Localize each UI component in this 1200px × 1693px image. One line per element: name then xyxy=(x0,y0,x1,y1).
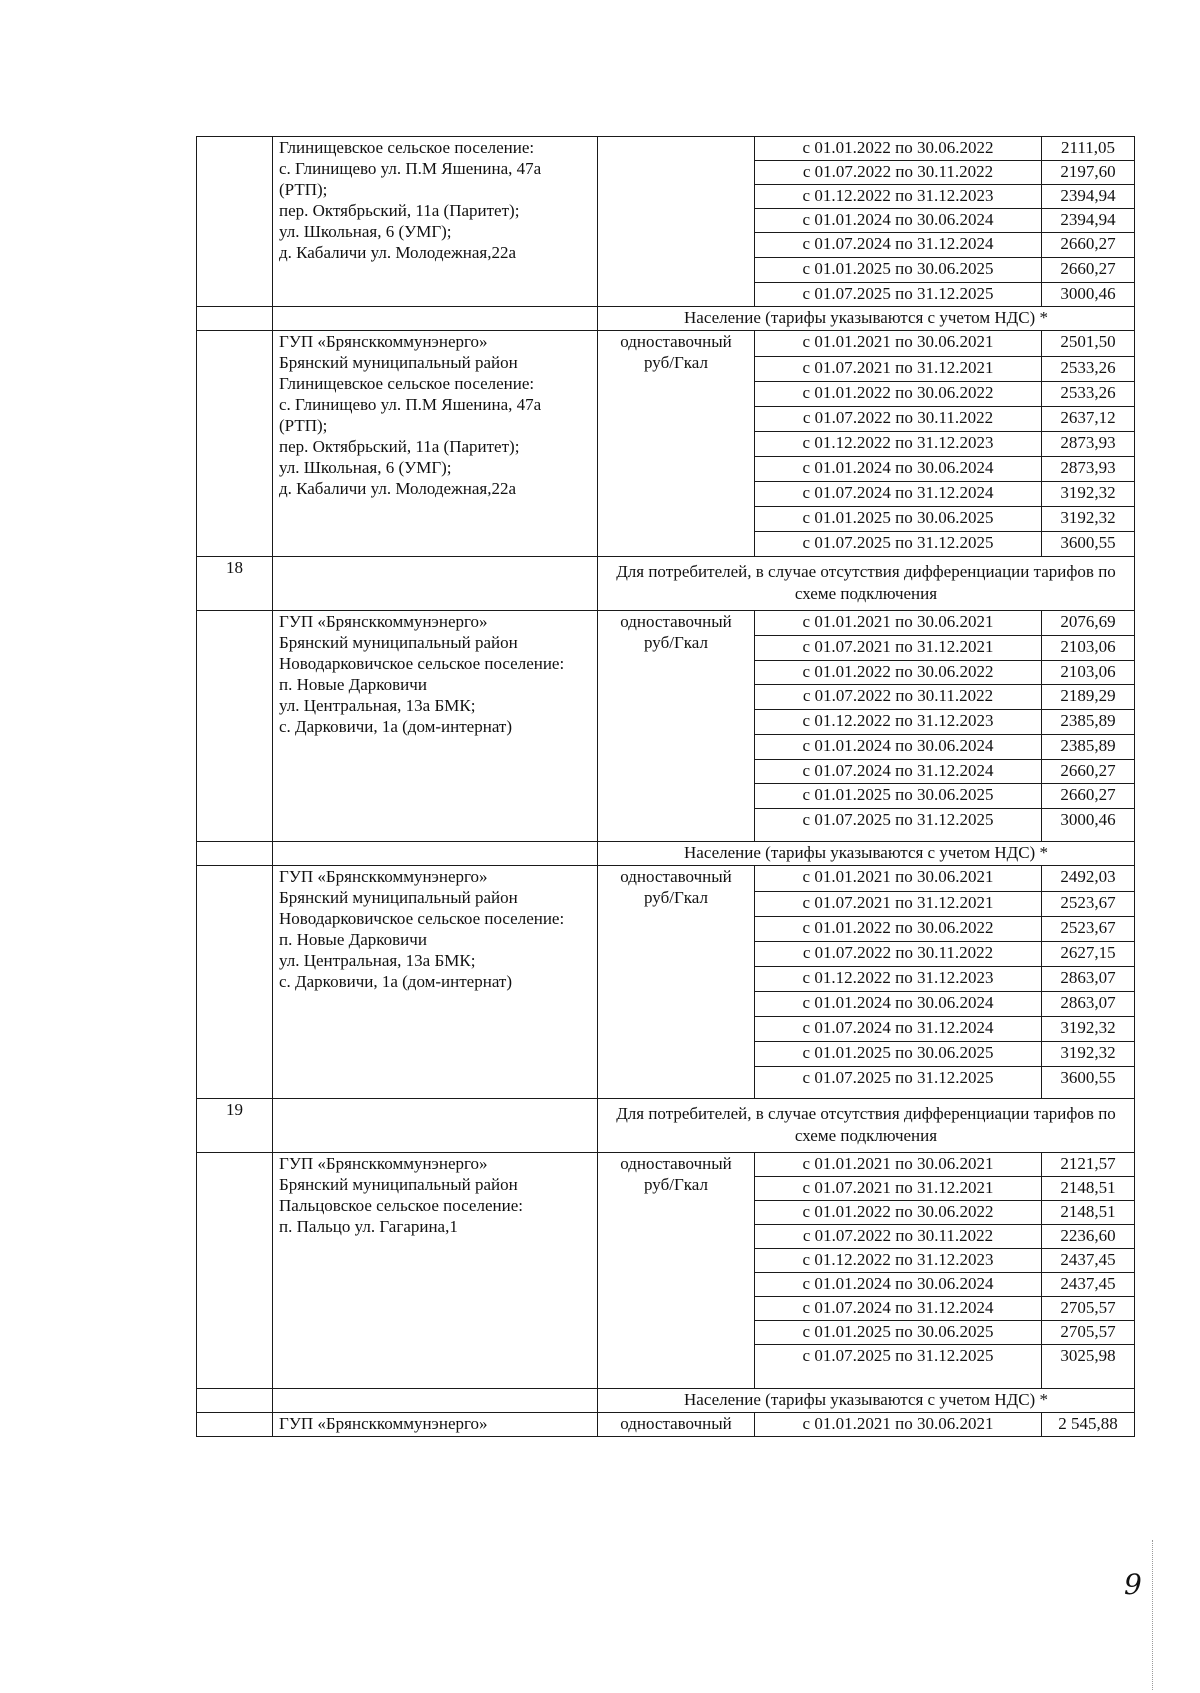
tariff-value-cell: 2863,07 xyxy=(1042,992,1135,1017)
tariff-value-cell: 2705,57 xyxy=(1042,1297,1135,1321)
tariff-type-cell: одноставочный руб/Гкал xyxy=(598,1153,755,1389)
tariff-type-cell: одноставочный руб/Гкал xyxy=(598,331,755,557)
period-cell: с 01.12.2022 по 31.12.2023 xyxy=(755,967,1042,992)
tariff-value-cell: 2660,27 xyxy=(1042,258,1135,283)
period-cell: с 01.12.2022 по 31.12.2023 xyxy=(755,432,1042,457)
row-number-cell: 18 xyxy=(197,557,273,611)
period-cell: с 01.07.2022 по 30.11.2022 xyxy=(755,1225,1042,1249)
organization-cell xyxy=(273,1389,598,1413)
tariff-type-cell: одноставочный руб/Гкал xyxy=(598,611,755,842)
tariff-value-cell: 2189,29 xyxy=(1042,685,1135,710)
tariff-type-cell: одноставочный руб/Гкал xyxy=(598,866,755,1099)
row-number-cell: 19 xyxy=(197,1099,273,1153)
tariff-value-cell: 2523,67 xyxy=(1042,917,1135,942)
organization-cell xyxy=(273,842,598,866)
period-cell: с 01.12.2022 по 31.12.2023 xyxy=(755,710,1042,735)
period-cell: с 01.01.2021 по 30.06.2021 xyxy=(755,866,1042,892)
tariff-value-cell: 2394,94 xyxy=(1042,185,1135,209)
period-cell: с 01.01.2022 по 30.06.2022 xyxy=(755,137,1042,161)
tariff-value-cell: 2660,27 xyxy=(1042,760,1135,784)
period-cell: с 01.07.2025 по 31.12.2025 xyxy=(755,283,1042,307)
period-cell: с 01.01.2021 по 30.06.2021 xyxy=(755,331,1042,357)
period-cell: с 01.12.2022 по 31.12.2023 xyxy=(755,185,1042,209)
tariff-value-cell: 3025,98 xyxy=(1042,1345,1135,1389)
period-cell: с 01.07.2022 по 30.11.2022 xyxy=(755,685,1042,710)
tariff-type-cell xyxy=(598,137,755,307)
tariff-value-cell: 2705,57 xyxy=(1042,1321,1135,1345)
period-cell: с 01.01.2025 по 30.06.2025 xyxy=(755,507,1042,532)
period-cell: с 01.07.2024 по 31.12.2024 xyxy=(755,233,1042,258)
tariff-value-cell: 2437,45 xyxy=(1042,1249,1135,1273)
tariff-value-cell: 2627,15 xyxy=(1042,942,1135,967)
section-header-row xyxy=(197,842,1135,866)
tariff-value-cell: 2533,26 xyxy=(1042,357,1135,382)
organization-cell xyxy=(273,1099,598,1153)
period-cell: с 01.07.2025 по 31.12.2025 xyxy=(755,532,1042,557)
tariff-value-cell: 2437,45 xyxy=(1042,1273,1135,1297)
tariff-value-cell: 2103,06 xyxy=(1042,661,1135,685)
section-header-label: Население (тарифы указываются с учетом НДС) * xyxy=(598,307,1135,331)
period-cell: с 01.07.2022 по 30.11.2022 xyxy=(755,161,1042,185)
tariff-value-cell: 2076,69 xyxy=(1042,611,1135,636)
tariff-value-cell: 2236,60 xyxy=(1042,1225,1135,1249)
row-number-cell xyxy=(197,307,273,331)
tariff-value-cell: 2148,51 xyxy=(1042,1177,1135,1201)
tariff-value-cell: 2660,27 xyxy=(1042,784,1135,809)
period-cell: с 01.07.2024 по 31.12.2024 xyxy=(755,1297,1042,1321)
tariff-value-cell: 2873,93 xyxy=(1042,457,1135,482)
period-cell: с 01.01.2025 по 30.06.2025 xyxy=(755,1042,1042,1067)
tariff-value-cell: 2385,89 xyxy=(1042,735,1135,760)
tariff-value-cell: 2873,93 xyxy=(1042,432,1135,457)
period-cell: с 01.01.2024 по 30.06.2024 xyxy=(755,209,1042,233)
section-header-row xyxy=(197,1099,1135,1153)
period-cell: с 01.07.2022 по 30.11.2022 xyxy=(755,942,1042,967)
section-header-label: Для потребителей, в случае отсутствия дифференциации тарифов по схеме подключения xyxy=(598,557,1135,611)
tariff-value-cell: 2197,60 xyxy=(1042,161,1135,185)
organization-cell: ГУП «Брянсккоммунэнерго» Брянский муниципальный район Пальцовское сельское поселение: п. Пальцо ул. Гагарина,1 xyxy=(273,1153,598,1389)
tariff-value-cell: 2501,50 xyxy=(1042,331,1135,357)
tariff-value-cell: 3600,55 xyxy=(1042,1067,1135,1099)
scan-edge-line xyxy=(1152,1540,1154,1690)
tariff-row xyxy=(197,1413,1135,1437)
period-cell: с 01.01.2022 по 30.06.2022 xyxy=(755,661,1042,685)
period-cell: с 01.07.2022 по 30.11.2022 xyxy=(755,407,1042,432)
section-header-label: Для потребителей, в случае отсутствия дифференциации тарифов по схеме подключения xyxy=(598,1099,1135,1153)
organization-cell: ГУП «Брянсккоммунэнерго» xyxy=(273,1413,598,1437)
period-cell: с 01.07.2021 по 31.12.2021 xyxy=(755,1177,1042,1201)
period-cell: с 01.07.2021 по 31.12.2021 xyxy=(755,357,1042,382)
period-cell: с 01.01.2024 по 30.06.2024 xyxy=(755,1273,1042,1297)
page-number: 9 xyxy=(1124,1568,1142,1601)
tariff-value-cell: 2 545,88 xyxy=(1042,1413,1135,1437)
period-cell: с 01.01.2022 по 30.06.2022 xyxy=(755,1201,1042,1225)
period-cell: с 01.07.2025 по 31.12.2025 xyxy=(755,1067,1042,1099)
section-header-label: Население (тарифы указываются с учетом НДС) * xyxy=(598,842,1135,866)
section-header-row xyxy=(197,557,1135,611)
row-number-cell xyxy=(197,137,273,307)
period-cell: с 01.07.2021 по 31.12.2021 xyxy=(755,636,1042,661)
period-cell: с 01.01.2021 по 30.06.2021 xyxy=(755,1413,1042,1437)
period-cell: с 01.07.2025 по 31.12.2025 xyxy=(755,1345,1042,1389)
period-cell: с 01.12.2022 по 31.12.2023 xyxy=(755,1249,1042,1273)
tariff-row xyxy=(197,137,1135,161)
tariff-table xyxy=(196,136,1135,1437)
period-cell: с 01.07.2021 по 31.12.2021 xyxy=(755,892,1042,917)
tariff-type-cell: одноставочный xyxy=(598,1413,755,1437)
tariff-value-cell: 2660,27 xyxy=(1042,233,1135,258)
section-header-row xyxy=(197,307,1135,331)
row-number-cell xyxy=(197,842,273,866)
row-number-cell xyxy=(197,331,273,557)
period-cell: с 01.07.2024 по 31.12.2024 xyxy=(755,760,1042,784)
tariff-value-cell: 3000,46 xyxy=(1042,809,1135,842)
tariff-value-cell: 2637,12 xyxy=(1042,407,1135,432)
period-cell: с 01.01.2024 по 30.06.2024 xyxy=(755,457,1042,482)
tariff-value-cell: 3192,32 xyxy=(1042,482,1135,507)
tariff-row xyxy=(197,866,1135,892)
tariff-value-cell: 2121,57 xyxy=(1042,1153,1135,1177)
period-cell: с 01.01.2022 по 30.06.2022 xyxy=(755,917,1042,942)
tariff-row xyxy=(197,1153,1135,1177)
tariff-value-cell: 2492,03 xyxy=(1042,866,1135,892)
organization-cell: ГУП «Брянсккоммунэнерго» Брянский муниципальный район Новодарковичское сельское поселение: п. Новые Дарковичи ул. Центральная, 13а БМК; с. Дарковичи, 1а (дом-интернат) xyxy=(273,611,598,842)
tariff-value-cell: 3192,32 xyxy=(1042,507,1135,532)
period-cell: с 01.01.2021 по 30.06.2021 xyxy=(755,611,1042,636)
organization-cell: ГУП «Брянсккоммунэнерго» Брянский муниципальный район Глинищевское сельское поселение: с. Глинищево ул. П.М Яшенина, 47а (РТП); пер. Октябрьский, 11а (Паритет); ул. Школьная, 6 (УМГ); д. Кабаличи ул. Молодежная,22а xyxy=(273,331,598,557)
tariff-value-cell: 2533,26 xyxy=(1042,382,1135,407)
tariff-value-cell: 2148,51 xyxy=(1042,1201,1135,1225)
row-number-cell xyxy=(197,1413,273,1437)
tariff-row xyxy=(197,331,1135,357)
tariff-value-cell: 3192,32 xyxy=(1042,1017,1135,1042)
period-cell: с 01.07.2024 по 31.12.2024 xyxy=(755,482,1042,507)
row-number-cell xyxy=(197,866,273,1099)
organization-cell: ГУП «Брянсккоммунэнерго» Брянский муниципальный район Новодарковичское сельское поселение: п. Новые Дарковичи ул. Центральная, 13а БМК; с. Дарковичи, 1а (дом-интернат) xyxy=(273,866,598,1099)
tariff-value-cell: 2394,94 xyxy=(1042,209,1135,233)
period-cell: с 01.01.2025 по 30.06.2025 xyxy=(755,784,1042,809)
period-cell: с 01.01.2025 по 30.06.2025 xyxy=(755,1321,1042,1345)
organization-cell xyxy=(273,307,598,331)
period-cell: с 01.01.2021 по 30.06.2021 xyxy=(755,1153,1042,1177)
tariff-row xyxy=(197,611,1135,636)
period-cell: с 01.07.2024 по 31.12.2024 xyxy=(755,1017,1042,1042)
row-number-cell xyxy=(197,1153,273,1389)
tariff-value-cell: 2523,67 xyxy=(1042,892,1135,917)
tariff-value-cell: 2385,89 xyxy=(1042,710,1135,735)
row-number-cell xyxy=(197,611,273,842)
period-cell: с 01.01.2025 по 30.06.2025 xyxy=(755,258,1042,283)
row-number-cell xyxy=(197,1389,273,1413)
period-cell: с 01.01.2022 по 30.06.2022 xyxy=(755,382,1042,407)
tariff-value-cell: 3000,46 xyxy=(1042,283,1135,307)
tariff-value-cell: 3192,32 xyxy=(1042,1042,1135,1067)
tariff-value-cell: 2103,06 xyxy=(1042,636,1135,661)
section-header-label: Население (тарифы указываются с учетом НДС) * xyxy=(598,1389,1135,1413)
tariff-value-cell: 2111,05 xyxy=(1042,137,1135,161)
period-cell: с 01.01.2024 по 30.06.2024 xyxy=(755,735,1042,760)
section-header-row xyxy=(197,1389,1135,1413)
organization-cell xyxy=(273,557,598,611)
organization-cell: Глинищевское сельское поселение: с. Глинищево ул. П.М Яшенина, 47а (РТП); пер. Октябрьский, 11а (Паритет); ул. Школьная, 6 (УМГ); д. Кабаличи ул. Молодежная,22а xyxy=(273,137,598,307)
tariff-value-cell: 3600,55 xyxy=(1042,532,1135,557)
period-cell: с 01.07.2025 по 31.12.2025 xyxy=(755,809,1042,842)
period-cell: с 01.01.2024 по 30.06.2024 xyxy=(755,992,1042,1017)
tariff-value-cell: 2863,07 xyxy=(1042,967,1135,992)
